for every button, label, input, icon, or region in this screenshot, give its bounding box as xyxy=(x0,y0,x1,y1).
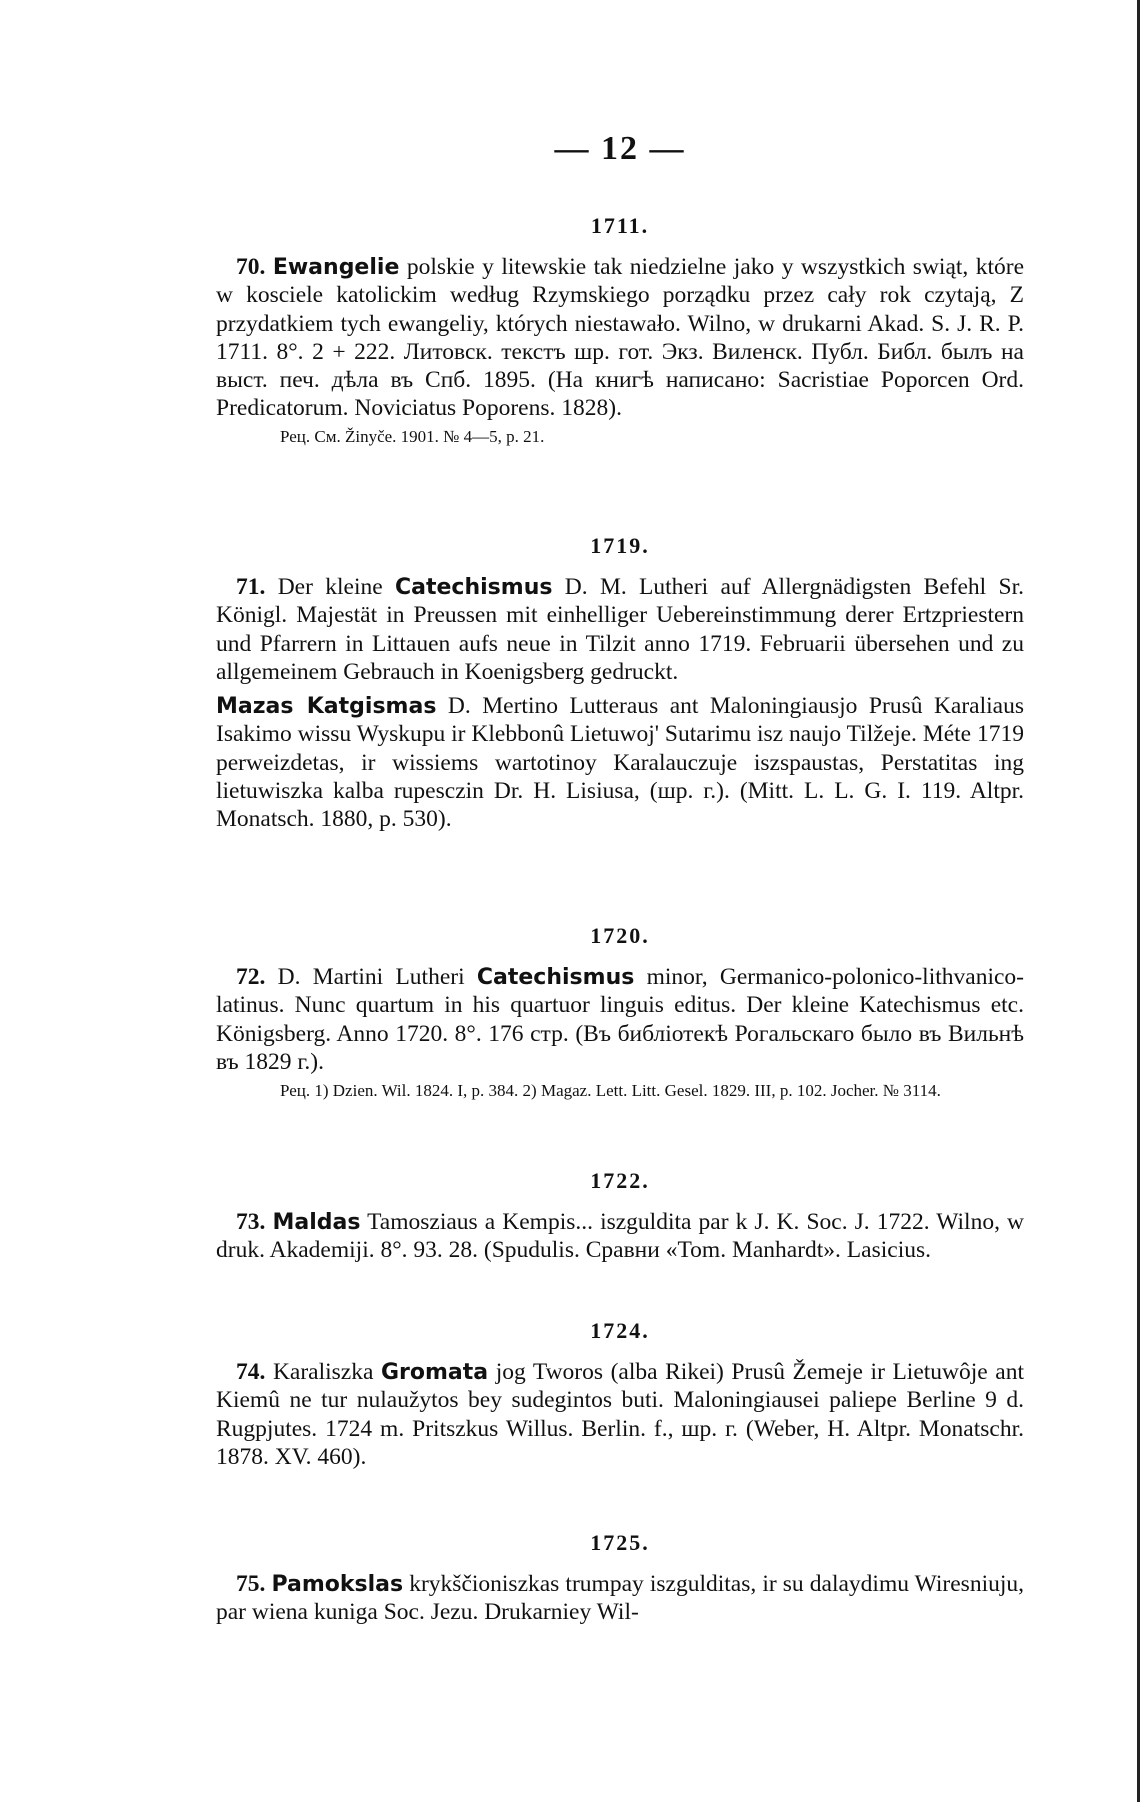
entry-body: D. M. Lutheri auf Allergnädigsten Befehl Sr. Königl. Majestät in Preussen mit einhelliger Uebereinstimmung derer Ertzpriestern und Pfarrern in Littauen aufs neue in Tilzit anno 1719. Februarii übersehen und zu allgemeinem Gebrauch in Koenigsberg gedruckt. xyxy=(216,574,1024,685)
entry-keyword: Ewangelie xyxy=(272,255,400,280)
entry-reference: Рец. См. Žinyče. 1901. № 4—5, p. 21. xyxy=(280,427,545,447)
entry-75 xyxy=(216,1532,1024,1627)
entry-sub-keyword: Mazas Katgismas xyxy=(216,693,437,719)
entry-sub-body: D. Mertino Lutteraus ant Maloningiausjo Prusû Karaliaus Isakimo wissu Wyskupu ir Klebbonû Lietuwoj' Sutarimu isz naujo Tilžeje. Méte 1719 perweizdetas, ir wissiems wartotinoy Karalauczuje iszspaustas, Perstatitas ing lietuwiszka kalba rupesczin Dr. H. Lisiusa, (шр. г.). (Mitt. L. L. G. I. 119. Altpr. Monatsch. 1880, p. 530). xyxy=(216,692,1024,832)
entry-number: 74. xyxy=(236,1359,266,1385)
year-heading: 1719. xyxy=(590,533,650,558)
entry-body: Tamosziaus a Kempis... iszguldita par k J. K. Soc. J. 1722. Wilno, w druk. Akademiji. 8°. 93. 28. (Spudulis. Сравни «Tom. Manhardt». Lasicius. xyxy=(216,1209,1025,1264)
entry-number: 71. xyxy=(236,574,266,600)
page-number: — 12 — xyxy=(554,130,686,167)
entry-number: 70. xyxy=(236,254,266,280)
entry-body: krykščioniszkas trumpay iszgulditas, ir su dalaydimu Wiresniuju, par wiena kuniga Soc. Jezu. Drukarniey Wil- xyxy=(216,1571,1025,1626)
entry-lead: D. Martini Lutheri xyxy=(277,964,465,990)
entry-70 xyxy=(216,215,1024,449)
entry-number: 75. xyxy=(236,1571,266,1597)
entry-74 xyxy=(216,1320,1024,1471)
entry-number: 73. xyxy=(236,1209,266,1235)
entry-lead: Der kleine xyxy=(277,574,383,600)
entry-body: polskie y litewskie tak niedzielne jako y wszystkich swiąt, które w kosciele katolickim według Rzymskiego porządku przez cały rok czytają, Z przydatkiem tych ewangeliy, których niestawało. Wilno, w drukarni Akad. S. J. R. P. 1711. 8°. 2 + 222. Литовск. текстъ шр. гот. Экз. Виленск. Публ. Библ. былъ на выст. печ. дѣла въ Спб. 1895. (На книгѣ написано: Sacristiae Poporcen Ord. Predicatorum. Noviciatus Poporens. 1828). xyxy=(216,254,1025,422)
entry-text xyxy=(216,573,1024,686)
entry-keyword: Gromata xyxy=(380,1360,489,1385)
entry-71 xyxy=(216,535,1024,833)
entry-text xyxy=(216,1570,1024,1627)
entry-text xyxy=(216,963,1024,1076)
entry-keyword: Maldas xyxy=(272,1210,361,1235)
entry-body: minor, Germanico-polonico-lithvanico-latinus. Nunc quartum in his quartuor linguis editus. Der kleine Katechismus etc. Königsberg. Anno 1720. 8°. 176 стр. (Въ библіотекѣ Рогальскаго было въ Вильнѣ въ 1829 г.). xyxy=(216,964,1024,1075)
year-heading: 1722. xyxy=(590,1168,650,1193)
entry-keyword: Pamokslas xyxy=(271,1572,404,1597)
entry-72 xyxy=(216,925,1024,1103)
year-heading: 1724. xyxy=(590,1318,650,1343)
entry-text xyxy=(216,1358,1024,1471)
entry-number: 72. xyxy=(236,964,266,990)
entry-reference: Рец. 1) Dzien. Wil. 1824. I, p. 384. 2) Magaz. Lett. Litt. Gesel. 1829. III, p. 102. Jocher. № 3114. xyxy=(280,1080,941,1100)
entry-subtext xyxy=(216,692,1024,833)
year-heading: 1720. xyxy=(590,923,650,948)
entry-lead: Karaliszka xyxy=(272,1359,374,1385)
entry-keyword: Catechismus xyxy=(395,575,553,600)
entry-text xyxy=(216,253,1024,422)
year-heading: 1711. xyxy=(590,213,650,238)
entry-body: jog Tworos (alba Rikei) Prusû Žemeje ir Lietuwôje ant Kiemû ne tur nulaužytos bey sudegintos buti. Maloningiausei paliepe Berline 9 d. Rugpjutes. 1724 m. Pritszkus Willus. Berlin. f., шр. г. (Weber, H. Altpr. Monatschr. 1878. XV. 460). xyxy=(216,1359,1024,1470)
entry-73 xyxy=(216,1170,1024,1265)
entry-keyword: Catechismus xyxy=(476,965,635,990)
entry-text xyxy=(216,1208,1024,1265)
year-heading: 1725. xyxy=(590,1530,650,1555)
